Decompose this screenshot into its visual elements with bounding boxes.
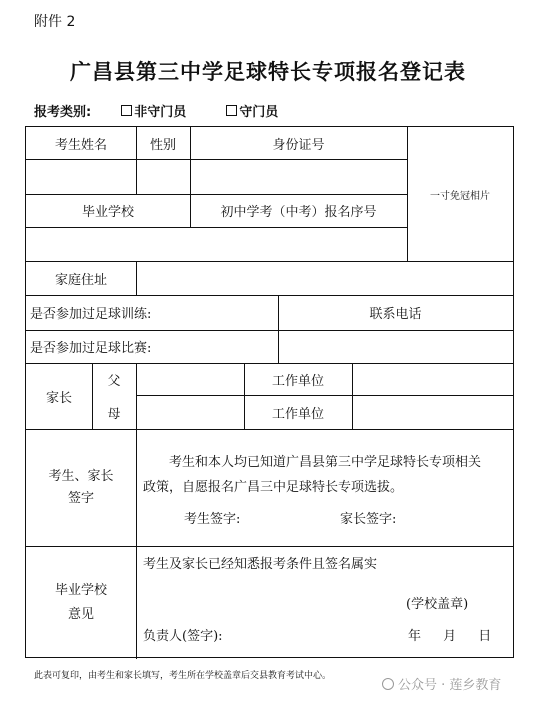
mother-work-unit-label: 工作单位 xyxy=(271,406,324,422)
name-label: 考生姓名 xyxy=(54,137,107,153)
date-label: 年 月 日 xyxy=(408,629,492,644)
mother-name-field[interactable] xyxy=(136,395,244,429)
gender-field[interactable] xyxy=(136,159,190,194)
option-non-goalkeeper[interactable] xyxy=(121,101,186,120)
declaration-text: 考生和本人均已知道广昌县第三中学足球特长专项相关政策，自愿报名广昌三中足球特长专项选拔。 xyxy=(143,455,482,495)
school-field[interactable] xyxy=(26,227,190,261)
father-label: 父 xyxy=(107,373,121,389)
school-opinion-line1: 毕业学校 xyxy=(54,582,107,598)
school-opinion-line2: 意见 xyxy=(67,606,94,622)
mother-label: 母 xyxy=(107,406,121,422)
father-name-field[interactable] xyxy=(136,363,244,395)
option-goalkeeper-label: 守门员 xyxy=(239,105,279,120)
checkbox-icon[interactable] xyxy=(226,105,237,116)
address-field[interactable] xyxy=(136,261,513,295)
exam-category xyxy=(34,101,278,120)
option-non-goalkeeper-label: 非守门员 xyxy=(134,105,187,120)
id-number-label: 身份证号 xyxy=(272,137,325,153)
category-label: 报考类别: xyxy=(34,105,92,120)
mother-work-unit-field[interactable] xyxy=(352,395,513,429)
signature-label-line2: 签字 xyxy=(67,490,94,506)
parent-signature-label: 家长签字: xyxy=(340,512,397,527)
exam-number-field[interactable] xyxy=(190,227,407,261)
footer-note: 此表可复印，由考生和家长填写，考生所在学校盖章后交县教育考试中心。 xyxy=(34,671,332,681)
wechat-icon xyxy=(382,678,394,690)
watermark xyxy=(382,674,501,693)
photo-placeholder: 一寸免冠相片 xyxy=(430,190,490,202)
name-field[interactable] xyxy=(26,159,136,194)
school-opinion-label xyxy=(26,546,136,659)
school-seal-label: (学校盖章) xyxy=(406,597,469,612)
football-training-label: 是否参加过足球训练: xyxy=(30,307,152,322)
registration-form-table xyxy=(25,126,514,658)
signature-label xyxy=(26,429,136,546)
football-match-label: 是否参加过足球比赛: xyxy=(30,341,152,356)
exam-number-label: 初中学考（中考）报名序号 xyxy=(220,205,377,220)
school-label: 毕业学校 xyxy=(81,205,134,220)
watermark-text: 公众号 · 莲乡教育 xyxy=(398,678,502,693)
parents-label: 家长 xyxy=(45,390,72,406)
attachment-label: 附件 2 xyxy=(34,14,76,30)
father-work-unit-field[interactable] xyxy=(352,363,513,395)
school-statement: 考生及家长已经知悉报考条件且签名属实 xyxy=(143,557,378,572)
signature-label-line1: 考生、家长 xyxy=(48,468,114,484)
phone-label: 联系电话 xyxy=(369,307,422,322)
student-signature-label: 考生签字: xyxy=(184,512,241,527)
gender-label: 性别 xyxy=(149,137,176,153)
father-work-unit-label: 工作单位 xyxy=(271,373,324,389)
form-title: 广昌县第三中学足球特长专项报名登记表 xyxy=(70,60,466,84)
option-goalkeeper[interactable] xyxy=(226,101,278,120)
id-number-field[interactable] xyxy=(190,159,407,194)
responsible-signature-label: 负责人(签字): xyxy=(143,629,223,644)
address-label: 家庭住址 xyxy=(54,272,107,288)
checkbox-icon[interactable] xyxy=(121,105,132,116)
phone-field[interactable] xyxy=(278,330,513,363)
